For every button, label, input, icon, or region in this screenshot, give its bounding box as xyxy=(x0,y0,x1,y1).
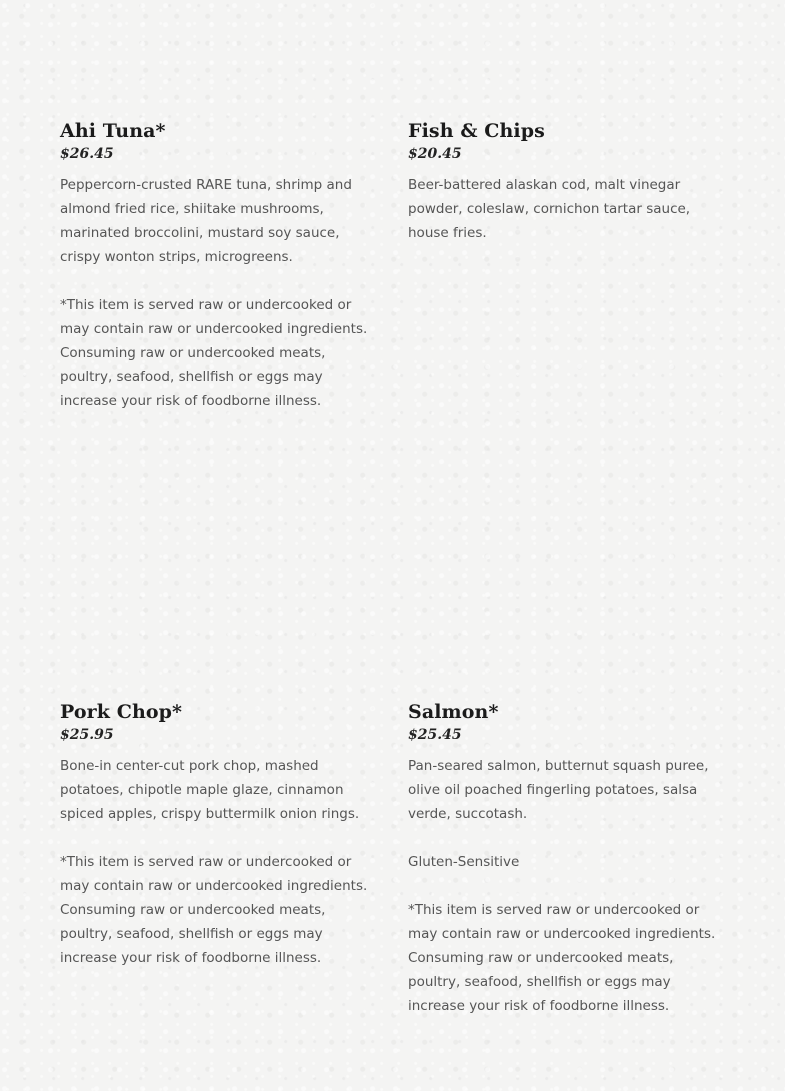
item-description: Beer-battered alaskan cod, malt vinegar powder, coleslaw, cornichon tartar sauce, house fries. xyxy=(408,177,691,241)
item-price: $25.95 xyxy=(60,727,114,743)
raw-food-disclaimer: *This item is served raw or undercooked or may contain raw or undercooked ingredients. Consuming raw or undercooked meats, poultry, seafood, shellfish or eggs may increase your risk of foodborne illness. xyxy=(60,297,368,409)
menu-item-fish-and-chips xyxy=(408,119,724,245)
item-title: Salmon* xyxy=(408,701,499,723)
dietary-tag: Gluten-Sensitive xyxy=(408,854,520,870)
item-title: Fish & Chips xyxy=(408,120,545,142)
item-description: Pan-seared salmon, butternut squash puree, olive oil poached fingerling potatoes, salsa verde, succotash. xyxy=(408,758,709,822)
item-price: $25.45 xyxy=(408,727,462,743)
raw-food-disclaimer: *This item is served raw or undercooked or may contain raw or undercooked ingredients. Consuming raw or undercooked meats, poultry, seafood, shellfish or eggs may increase your risk of foodborne illness. xyxy=(408,902,716,1014)
item-title: Pork Chop* xyxy=(60,701,183,723)
menu-item-pork-chop xyxy=(60,700,376,970)
item-price: $20.45 xyxy=(408,146,462,162)
item-title: Ahi Tuna* xyxy=(60,120,166,142)
menu-item-salmon xyxy=(408,700,724,1018)
raw-food-disclaimer: *This item is served raw or undercooked or may contain raw or undercooked ingredients. Consuming raw or undercooked meats, poultry, seafood, shellfish or eggs may increase your risk of foodborne illness. xyxy=(60,854,368,966)
item-price: $26.45 xyxy=(60,146,114,162)
menu-item-ahi-tuna xyxy=(60,119,376,413)
item-description: Bone-in center-cut pork chop, mashed potatoes, chipotle maple glaze, cinnamon spiced apples, crispy buttermilk onion rings. xyxy=(60,758,360,822)
item-description: Peppercorn-crusted RARE tuna, shrimp and almond fried rice, shiitake mushrooms, marinated broccolini, mustard soy sauce, crispy wonton strips, microgreens. xyxy=(60,177,352,265)
